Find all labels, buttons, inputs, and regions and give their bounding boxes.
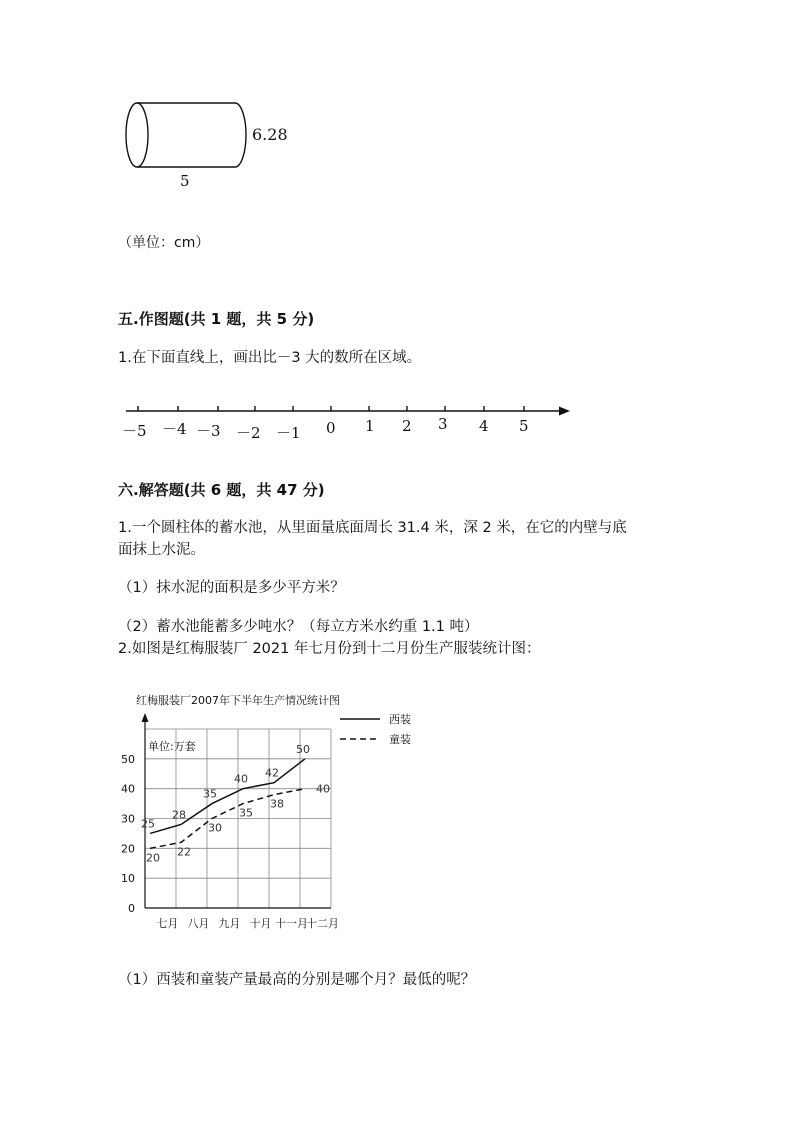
series-line-solid — [150, 759, 305, 834]
number-line-label: 0 — [326, 419, 336, 437]
number-line-label: 2 — [402, 417, 412, 435]
y-tick-label: 50 — [121, 752, 135, 766]
number-line — [118, 400, 578, 420]
chart-unit-label: 单位:万套 — [148, 740, 196, 753]
x-tick-label: 十二月 — [306, 917, 339, 930]
section6-question1-line1: 1.一个圆柱体的蓄水池，从里面量底面周长 31.4 米，深 2 米，在它的内壁与底 — [118, 520, 627, 536]
data-label: 35 — [203, 787, 217, 801]
data-label: 50 — [296, 742, 310, 756]
section6-heading: 六.解答题(共 6 题，共 47 分) — [118, 481, 325, 499]
y-axis-arrow — [142, 713, 149, 722]
data-label: 35 — [239, 806, 253, 820]
section5-question1: 1.在下面直线上，画出比－3 大的数所在区域。 — [118, 350, 422, 366]
data-label: 30 — [208, 821, 222, 835]
x-tick-label: 七月 — [156, 917, 179, 930]
data-label: 28 — [172, 808, 186, 822]
y-tick-label: 30 — [121, 812, 135, 826]
legend-label: 童装 — [389, 733, 411, 746]
x-tick-label: 九月 — [218, 917, 241, 930]
number-line-label: 1 — [365, 417, 375, 435]
chart-title: 红梅服装厂2007年下半年生产情况统计图 — [136, 694, 340, 707]
y-tick-label: 10 — [121, 872, 135, 886]
section6-question1-sub1: （1）抹水泥的面积是多少平方米？ — [118, 580, 345, 596]
x-tick-label: 十月 — [249, 917, 272, 930]
cylinder-height-label: 6.28 — [252, 125, 288, 144]
data-label: 25 — [141, 817, 155, 831]
number-line-label: 5 — [519, 417, 529, 435]
section6-question2-sub1: （1）西装和童装产量最高的分别是哪个月？最低的呢？ — [118, 972, 476, 988]
number-line-label: 4 — [479, 417, 489, 435]
number-line-label: －5 — [122, 422, 147, 440]
chart-legend — [338, 708, 418, 748]
data-label: 40 — [234, 772, 248, 786]
number-line-label: －2 — [236, 424, 261, 442]
data-label: 20 — [146, 851, 160, 865]
cylinder-length-label: 5 — [180, 172, 190, 190]
number-line-label: 3 — [438, 415, 448, 433]
legend-label: 西装 — [389, 713, 411, 726]
cylinder-figure — [115, 95, 315, 195]
number-line-label: －4 — [162, 420, 187, 438]
data-label: 40 — [316, 782, 330, 796]
data-label: 22 — [177, 845, 191, 859]
section6-question2: 2.如图是红梅服装厂 2021 年七月份到十二月份生产服装统计图： — [118, 641, 541, 657]
y-tick-label: 40 — [121, 782, 135, 796]
unit-note: （单位：cm） — [118, 235, 210, 251]
y-tick-label: 20 — [121, 842, 135, 856]
section6-question1-line2: 面抹上水泥。 — [118, 542, 205, 558]
section5-heading: 五.作图题(共 1 题，共 5 分) — [118, 310, 315, 328]
x-tick-label: 八月 — [187, 917, 210, 930]
number-line-label: －1 — [276, 424, 301, 442]
x-tick-label: 十一月 — [275, 917, 308, 930]
data-label: 42 — [265, 766, 279, 780]
number-line-label: －3 — [196, 422, 221, 440]
section6-question1-sub2: （2）蓄水池能蓄多少吨水？（每立方米水约重 1.1 吨） — [118, 619, 479, 635]
data-label: 38 — [270, 797, 284, 811]
y-tick-label: 0 — [128, 902, 135, 915]
